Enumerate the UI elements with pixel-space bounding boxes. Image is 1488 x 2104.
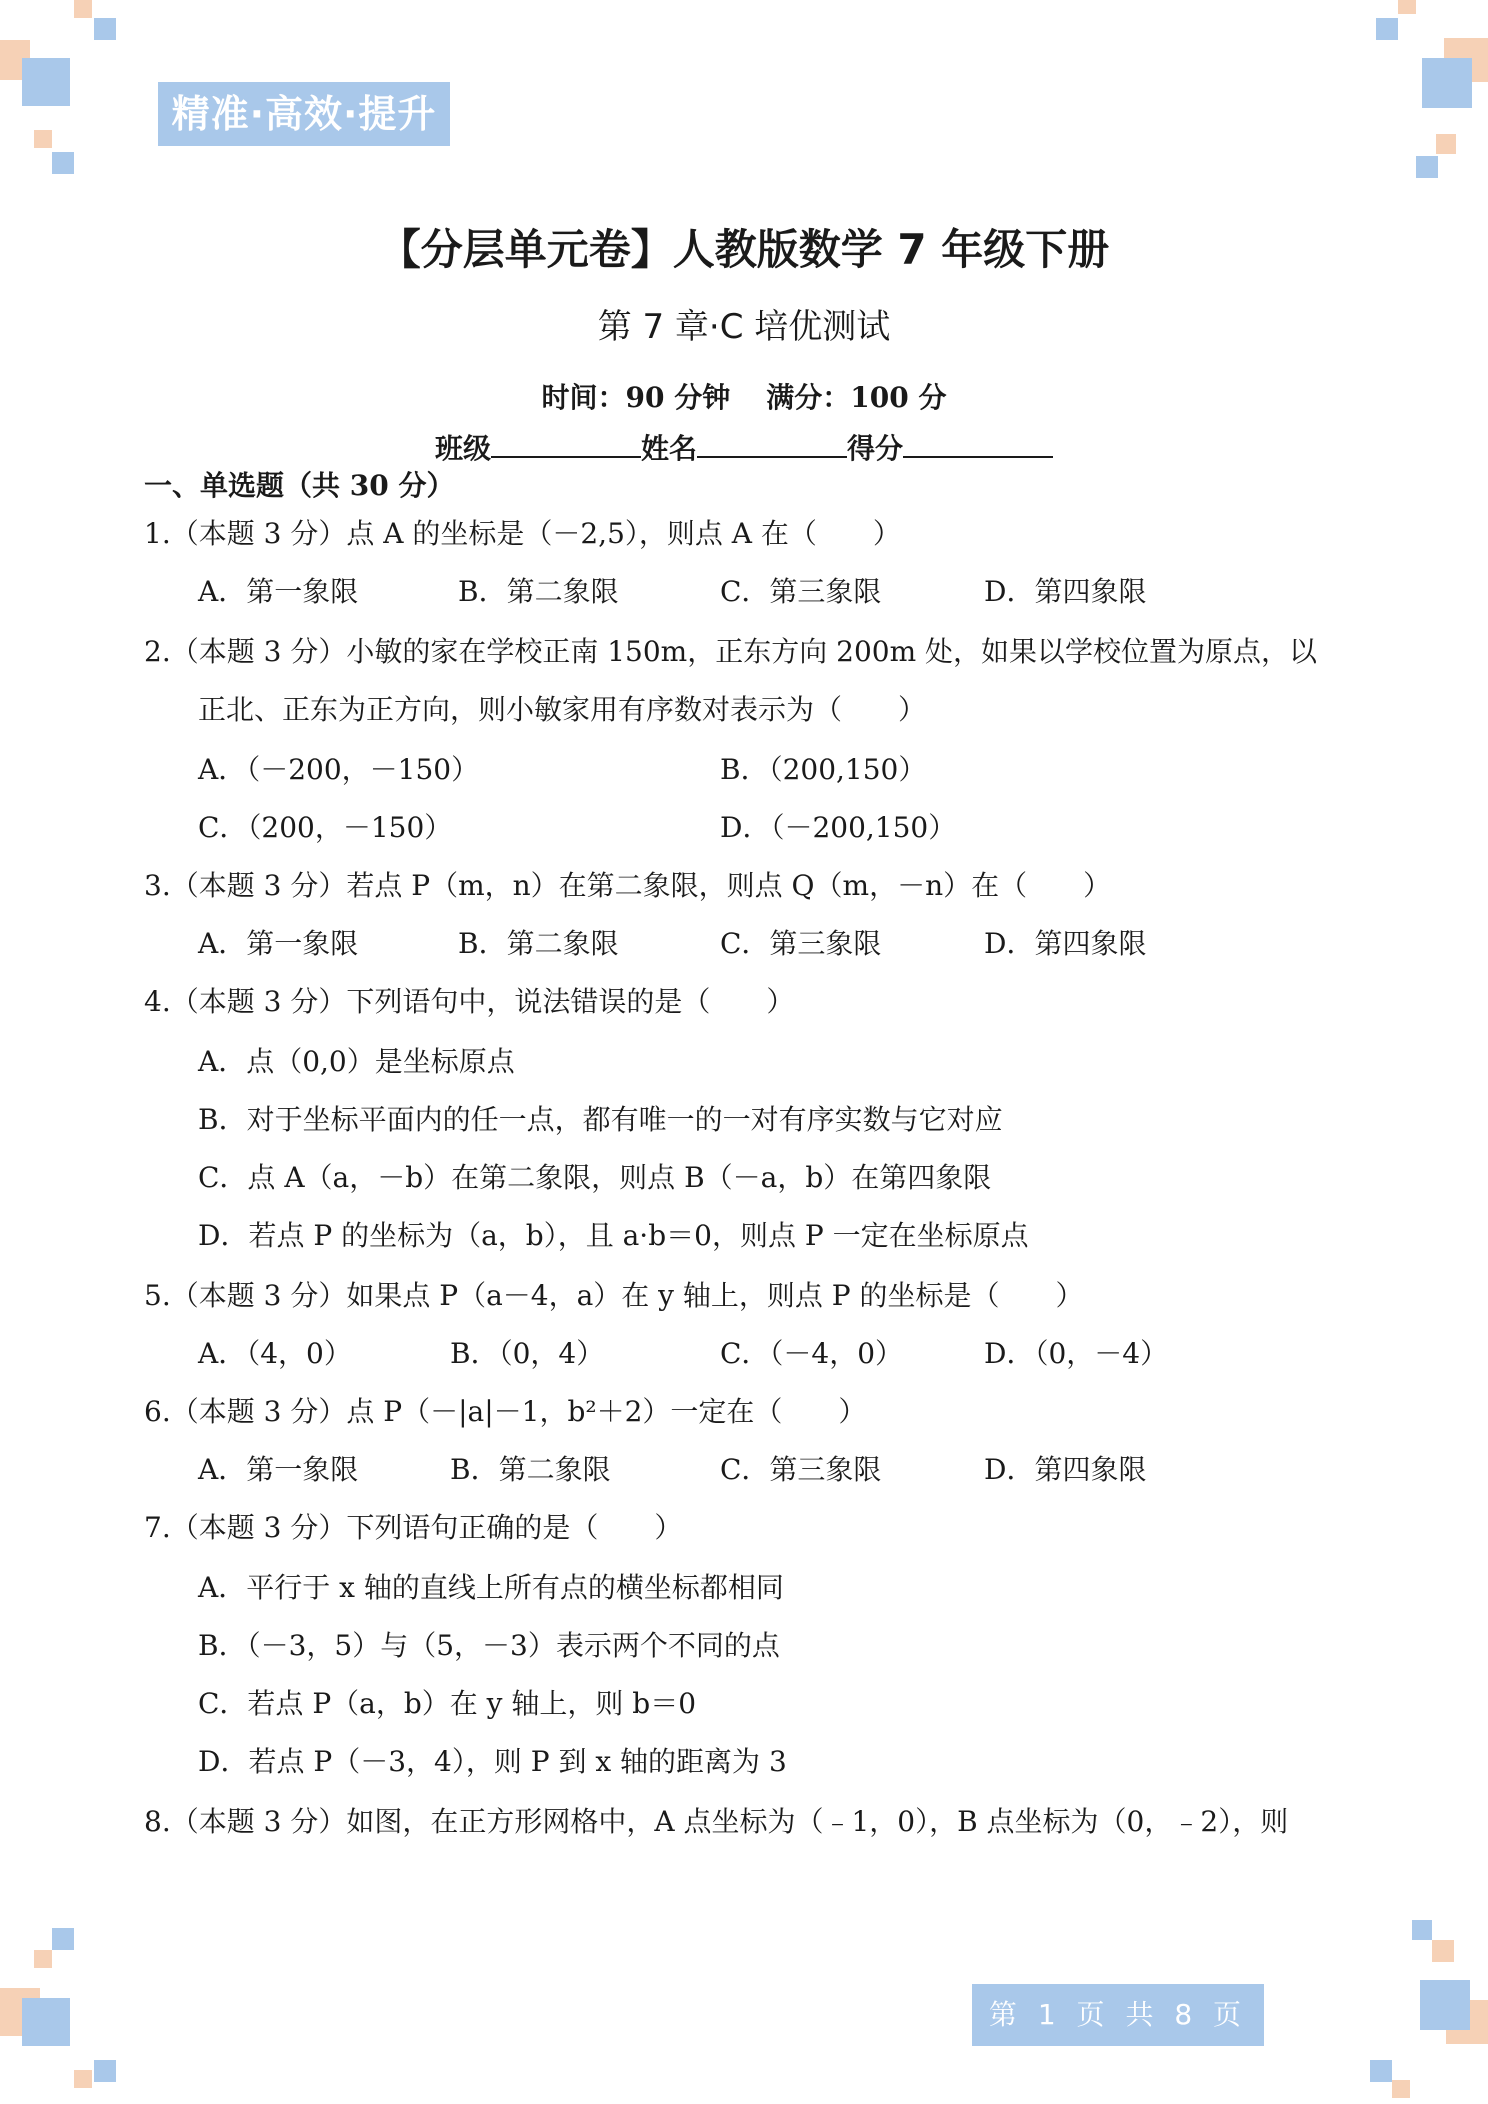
question-2-stem-line2: 正北、正东为正方向，则小敏家用有序数对表示为（ ） <box>198 693 927 726</box>
section-title: 一、单选题（共 30 分） <box>144 469 455 502</box>
class-label: 班级 <box>434 432 491 465</box>
question-1-option-b: B．第二象限 <box>458 575 619 608</box>
question-3-option-c: C．第三象限 <box>720 927 882 960</box>
name-blank[interactable] <box>697 424 847 458</box>
question-6-option-c: C．第三象限 <box>720 1453 882 1486</box>
question-5-option-b: B．（0，4） <box>450 1337 605 1370</box>
question-6-stem: 6.（本题 3 分）点 P（－|a|－1，b²＋2）一定在（ ） <box>144 1395 867 1428</box>
score-label: 得分 <box>847 432 904 465</box>
question-1-option-c: C．第三象限 <box>720 575 882 608</box>
exam-full-score: 满分：100 分 <box>766 381 947 414</box>
question-3-option-a: A．第一象限 <box>198 927 359 960</box>
question-4-option-c: C．点 A（a，－b）在第二象限，则点 B（－a，b）在第四象限 <box>198 1161 992 1194</box>
question-8-stem: 8.（本题 3 分）如图，在正方形网格中，A 点坐标为（﹣1，0），B 点坐标为（0，﹣2），则 <box>144 1805 1289 1838</box>
question-2-option-c: C．（200，－150） <box>198 811 453 844</box>
question-7-option-c: C．若点 P（a，b）在 y 轴上，则 b＝0 <box>198 1687 697 1720</box>
page-subtitle: 第 7 章·C 培优测试 <box>597 307 891 347</box>
question-5-option-d: D．（0，－4） <box>984 1337 1169 1370</box>
question-5-option-a: A．（4，0） <box>198 1337 352 1370</box>
question-6-option-d: D．第四象限 <box>984 1453 1147 1486</box>
question-7-stem: 7.（本题 3 分）下列语句正确的是（ ） <box>144 1511 683 1544</box>
question-4-stem: 4.（本题 3 分）下列语句中，说法错误的是（ ） <box>144 985 795 1018</box>
question-4-option-a: A．点（0,0）是坐标原点 <box>198 1045 515 1078</box>
student-info-fields <box>0 424 1488 469</box>
question-2-stem: 2.（本题 3 分）小敏的家在学校正南 150m，正东方向 200m 处，如果以学校位置为原点，以 <box>144 635 1318 668</box>
question-3-stem: 3.（本题 3 分）若点 P（m，n）在第二象限，则点 Q（m，－n）在（ ） <box>144 869 1112 902</box>
question-5-stem: 5.（本题 3 分）如果点 P（a－4，a）在 y 轴上，则点 P 的坐标是（ ） <box>144 1279 1084 1312</box>
score-blank[interactable] <box>903 424 1053 458</box>
page-number: 第 1 页 共 8 页 <box>972 1984 1264 2046</box>
slogan-badge: 精准·高效·提升 <box>158 82 450 146</box>
question-2-option-b: B．（200,150） <box>720 753 927 786</box>
name-label: 姓名 <box>640 432 697 465</box>
question-7-option-d: D．若点 P（－3，4），则 P 到 x 轴的距离为 3 <box>198 1745 787 1778</box>
question-5-option-c: C．（－4，0） <box>720 1337 904 1370</box>
page-title: 【分层单元卷】人教版数学 7 年级下册 <box>378 225 1110 274</box>
exam-time: 时间：90 分钟 <box>541 381 731 414</box>
question-4-option-b: B．对于坐标平面内的任一点，都有唯一的一对有序实数与它对应 <box>198 1103 1003 1136</box>
question-2-option-a: A．（－200，－150） <box>198 753 480 786</box>
question-6-option-a: A．第一象限 <box>198 1453 359 1486</box>
question-7-option-b: B．（－3，5）与（5，－3）表示两个不同的点 <box>198 1629 780 1662</box>
question-4-option-d: D．若点 P 的坐标为（a，b），且 a·b＝0，则点 P 一定在坐标原点 <box>198 1219 1029 1252</box>
exam-info <box>0 378 1488 418</box>
question-6-option-b: B．第二象限 <box>450 1453 611 1486</box>
question-7-option-a: A．平行于 x 轴的直线上所有点的横坐标都相同 <box>198 1571 784 1604</box>
question-1-option-d: D．第四象限 <box>984 575 1147 608</box>
question-3-option-b: B．第二象限 <box>458 927 619 960</box>
question-1-stem: 1.（本题 3 分）点 A 的坐标是（－2,5），则点 A 在（ ） <box>144 517 901 550</box>
class-blank[interactable] <box>491 424 641 458</box>
question-3-option-d: D．第四象限 <box>984 927 1147 960</box>
question-2-option-d: D．（－200,150） <box>720 811 957 844</box>
question-1-option-a: A．第一象限 <box>198 575 359 608</box>
